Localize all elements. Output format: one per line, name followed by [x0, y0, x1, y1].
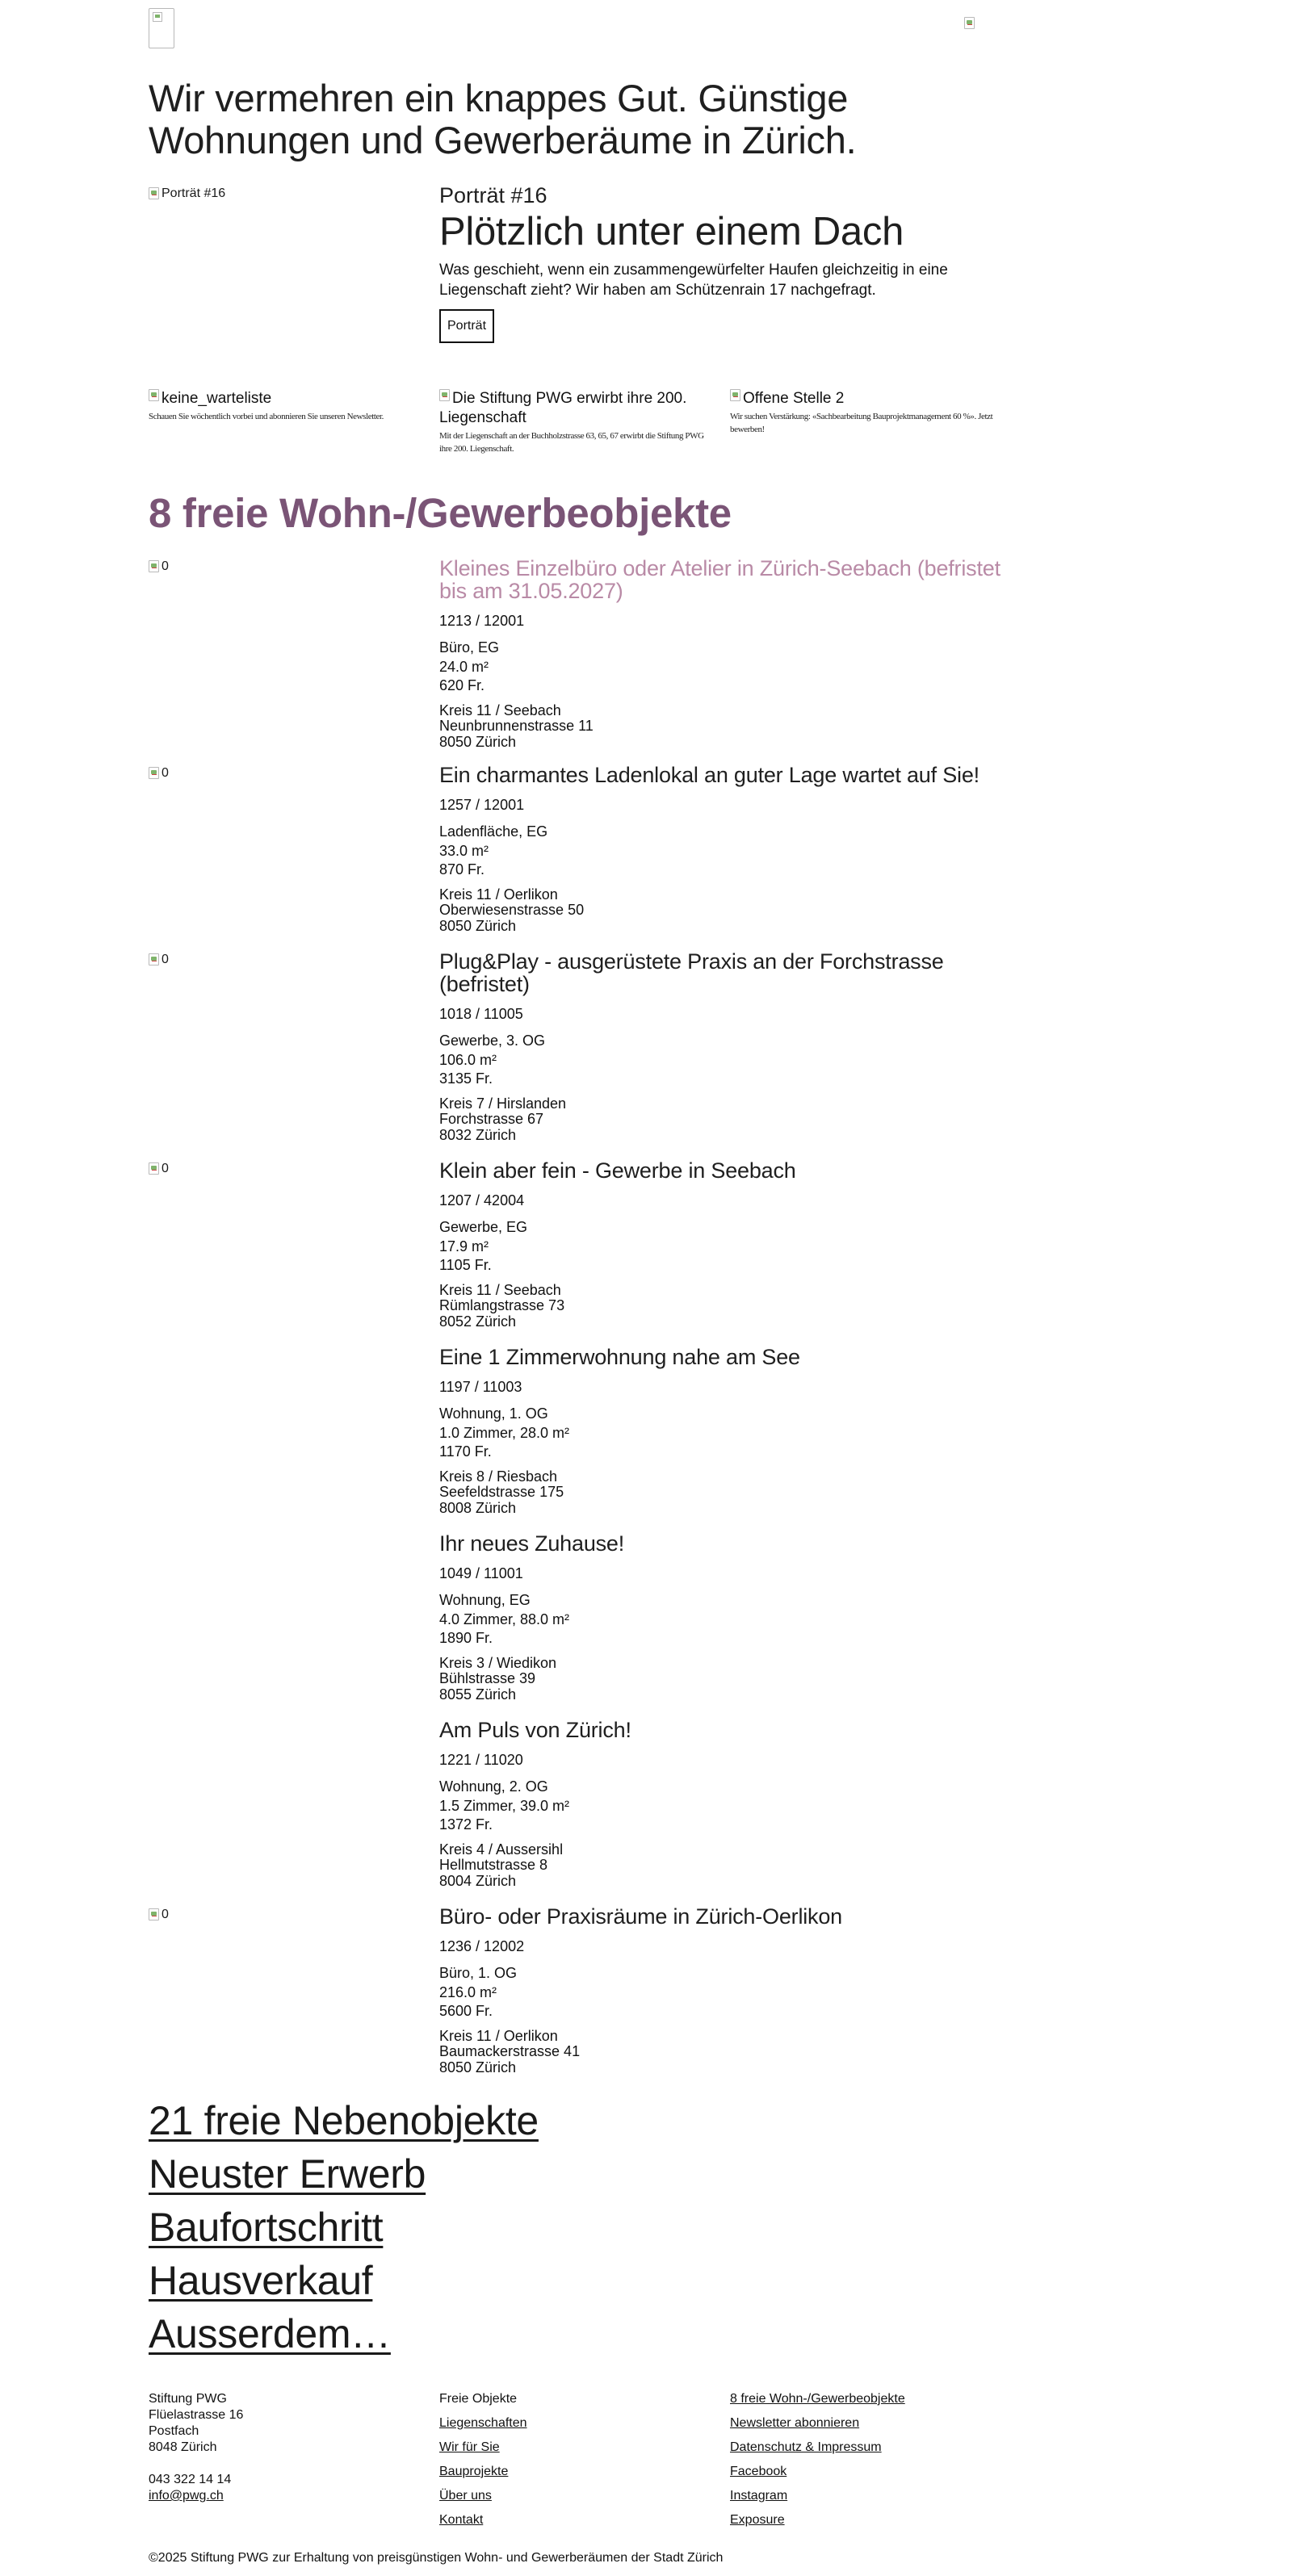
listing-meta	[439, 639, 1005, 696]
listing-address	[439, 703, 1005, 751]
listing-size: 106.0 m²	[439, 1051, 497, 1068]
feature-lead: Was geschieht, wenn ein zusammengewürfelter Haufen gleichzeitig in eine Liegenschaft zieht? Wir haben am Schützenrain 17 nachgefragt.	[439, 262, 948, 299]
listing-size: 1.5 Zimmer, 39.0 m²	[439, 1797, 570, 1814]
listing-image[interactable]	[149, 953, 169, 966]
listing-type: Wohnung, EG	[439, 1592, 531, 1608]
feature-image-alt: Porträt #16	[162, 186, 226, 200]
listing-address	[439, 887, 1005, 935]
listing-district: Kreis 11 / Seebach	[439, 1281, 561, 1298]
listing-size: 24.0 m²	[439, 658, 489, 675]
listing-meta	[439, 1405, 1005, 1462]
listing-title[interactable]: Eine 1 Zimmerwohnung nahe am See	[439, 1345, 800, 1369]
broken-image-icon	[149, 1162, 159, 1175]
listing-image-alt: 0	[162, 1908, 169, 1921]
listing-district: Kreis 11 / Oerlikon	[439, 886, 558, 903]
footer-link-contact[interactable]: Kontakt	[439, 2513, 484, 2527]
listing-type: Wohnung, 1. OG	[439, 1405, 548, 1422]
teaser-image	[149, 389, 271, 408]
footer-link-privacy[interactable]: Datenschutz & Impressum	[730, 2440, 882, 2454]
listing-ref: 1207 / 42004	[439, 1192, 525, 1208]
listing-title[interactable]: Plug&Play - ausgerüstete Praxis an der Forchstrasse (befristet)	[439, 949, 944, 996]
listing-district: Kreis 8 / Riesbach	[439, 1468, 558, 1485]
listing-image-alt: 0	[162, 559, 169, 573]
listing-title[interactable]: Am Puls von Zürich!	[439, 1718, 631, 1742]
listing-address	[439, 2029, 1005, 2076]
listing-image[interactable]	[149, 560, 169, 573]
listing-price: 1105 Fr.	[439, 1257, 492, 1273]
link-latest-acquisition[interactable]: Neuster Erwerb	[149, 2151, 426, 2197]
footer-link-newsletter[interactable]: Newsletter abonnieren	[730, 2416, 860, 2430]
broken-image-icon	[149, 1908, 159, 1920]
listing-meta	[439, 1218, 1005, 1275]
listing-info	[439, 1532, 1005, 1703]
teaser-job[interactable]	[730, 389, 996, 436]
listing-type: Büro, EG	[439, 639, 500, 656]
portrait-button[interactable]: Porträt	[439, 309, 494, 343]
broken-image-icon	[149, 187, 159, 199]
broken-image-icon	[149, 953, 159, 965]
listing-street: Seefeldstrasse 175	[439, 1484, 564, 1500]
listing-image-alt: 0	[162, 1162, 169, 1175]
listing-ref: 1018 / 11005	[439, 1006, 523, 1022]
listing-price: 620 Fr.	[439, 677, 485, 693]
listing-title[interactable]: Klein aber fein - Gewerbe in Seebach	[439, 1158, 796, 1183]
broken-image-icon	[964, 17, 975, 29]
listing-ref: 1049 / 11001	[439, 1565, 523, 1581]
listing-district: Kreis 11 / Oerlikon	[439, 2027, 558, 2044]
footer-address	[149, 2391, 243, 2504]
listing-district: Kreis 7 / Hirslanden	[439, 1095, 567, 1112]
listing-address	[439, 1469, 1005, 1517]
listing-price: 3135 Fr.	[439, 1070, 493, 1087]
listing-meta	[439, 1591, 1005, 1648]
logo-image-link[interactable]	[149, 8, 174, 48]
listing-meta	[439, 823, 1005, 880]
listing-price: 870 Fr.	[439, 861, 485, 878]
listing-city: 8050 Zürich	[439, 733, 517, 750]
teaser-acquisition[interactable]	[439, 389, 714, 455]
footer-link-services[interactable]: Wir für Sie	[439, 2440, 500, 2454]
listing-price: 1372 Fr.	[439, 1816, 493, 1833]
listing-district: Kreis 3 / Wiedikon	[439, 1654, 557, 1671]
teaser-caption: Mit der Liegenschaft an der Buchholzstrasse 63, 65, 67 erwirbt die Stiftung PWG ihre 200. Liegenschaft.	[439, 431, 704, 454]
listing-type: Gewerbe, 3. OG	[439, 1032, 546, 1049]
feature-image[interactable]	[149, 187, 225, 200]
listing-meta	[439, 1778, 1005, 1835]
listing-info	[439, 1905, 1005, 2075]
listing-ref: 1213 / 12001	[439, 613, 525, 629]
listing-title[interactable]: Ein charmantes Ladenlokal an guter Lage wartet auf Sie!	[439, 763, 979, 787]
listing-title[interactable]: Ihr neues Zuhause!	[439, 1531, 625, 1556]
listing-title[interactable]: Kleines Einzelbüro oder Atelier in Zürich-Seebach (befristet bis am 31.05.2027)	[439, 556, 1000, 603]
listing-size: 4.0 Zimmer, 88.0 m²	[439, 1611, 570, 1627]
listing-street: Hellmutstrasse 8	[439, 1857, 548, 1873]
footer-link-properties[interactable]: Liegenschaften	[439, 2416, 527, 2430]
feature-kicker: Porträt #16	[439, 183, 547, 207]
listing-address	[439, 1842, 1005, 1890]
listing-city: 8052 Zürich	[439, 1313, 517, 1330]
teaser-image	[730, 389, 844, 408]
listing-image[interactable]	[149, 1908, 169, 1921]
page-headline: Wir vermehren ein knappes Gut. Günstige Wohnungen und Gewerberäume in Zürich.	[149, 77, 857, 161]
listing-ref: 1197 / 11003	[439, 1379, 522, 1395]
listing-size: 216.0 m²	[439, 1983, 497, 2000]
listing-meta	[439, 1964, 1005, 2021]
listing-street: Baumackerstrasse 41	[439, 2043, 581, 2059]
link-free-side-objects[interactable]: 21 freie Nebenobjekte	[149, 2098, 539, 2143]
footer-link-facebook[interactable]: Facebook	[730, 2465, 787, 2478]
listing-price: 1170 Fr.	[439, 1443, 492, 1460]
listing-info	[439, 950, 1005, 1143]
listing-info	[439, 1719, 1005, 1889]
footer-nav-heading: Freie Objekte	[439, 2392, 518, 2406]
broken-image-icon	[149, 767, 159, 779]
listing-address	[439, 1096, 1005, 1144]
footer-link-instagram[interactable]: Instagram	[730, 2489, 788, 2503]
teaser-image-alt: Die Stiftung PWG erwirbt ihre 200. Liegenschaft	[439, 390, 687, 426]
listing-title[interactable]: Büro- oder Praxisräume in Zürich-Oerlikon	[439, 1904, 842, 1929]
footer-links	[730, 2391, 905, 2536]
listing-image[interactable]	[149, 767, 169, 780]
teaser-newsletter[interactable]	[149, 389, 415, 423]
broken-image-icon	[149, 389, 159, 401]
footer-nav	[439, 2391, 527, 2536]
listing-price: 5600 Fr.	[439, 2003, 493, 2019]
listing-ref: 1236 / 12002	[439, 1938, 525, 1954]
listing-city: 8008 Zürich	[439, 1499, 517, 1516]
footer-postbox: Postfach	[149, 2424, 199, 2438]
teaser-image-alt: keine_warteliste	[162, 390, 272, 407]
broken-image-icon	[439, 389, 450, 401]
listing-street: Forchstrasse 67	[439, 1111, 544, 1127]
listing-city: 8032 Zürich	[439, 1126, 517, 1143]
teaser-caption: Wir suchen Verstärkung: «Sachbearbeitung Bauprojektmanagement 60 %». Jetzt bewerben!	[730, 412, 993, 434]
listing-size: 33.0 m²	[439, 842, 489, 859]
listing-info	[439, 764, 1005, 934]
menu-toggle-icon[interactable]	[964, 17, 975, 33]
teaser-image-alt: Offene Stelle 2	[743, 390, 845, 407]
listing-price: 1890 Fr.	[439, 1630, 493, 1646]
footer-link-building-projects[interactable]: Bauprojekte	[439, 2465, 509, 2478]
listing-size: 1.0 Zimmer, 28.0 m²	[439, 1424, 570, 1441]
footer-email-link[interactable]: info@pwg.ch	[149, 2489, 224, 2503]
footer-street: Flüelastrasse 16	[149, 2408, 244, 2422]
footer-city: 8048 Zürich	[149, 2440, 217, 2454]
listing-image-alt: 0	[162, 766, 169, 780]
broken-image-icon	[730, 389, 740, 401]
broken-image-icon	[153, 12, 162, 22]
section-links	[149, 2094, 539, 2360]
feature-title: Plötzlich unter einem Dach	[439, 210, 904, 253]
listing-size: 17.9 m²	[439, 1238, 489, 1254]
listing-image-alt: 0	[162, 953, 169, 966]
listing-street: Bühlstrasse 39	[439, 1670, 536, 1686]
footer-link-free-objects[interactable]: 8 freie Wohn-/Gewerbeobjekte	[730, 2392, 905, 2406]
listing-info	[439, 1346, 1005, 1516]
listing-meta	[439, 1032, 1005, 1089]
listing-type: Büro, 1. OG	[439, 1965, 518, 1981]
listing-type: Ladenfläche, EG	[439, 823, 548, 840]
footer-phone: 043 322 14 14	[149, 2473, 232, 2486]
listing-city: 8050 Zürich	[439, 917, 517, 934]
footer-org: Stiftung PWG	[149, 2392, 227, 2406]
listing-street: Oberwiesenstrasse 50	[439, 902, 585, 918]
listing-info	[439, 1159, 1005, 1330]
listing-ref: 1257 / 12001	[439, 797, 525, 813]
listing-type: Gewerbe, EG	[439, 1219, 528, 1235]
listing-image[interactable]	[149, 1162, 169, 1175]
listing-address	[439, 1656, 1005, 1703]
link-construction-progress[interactable]: Baufortschritt	[149, 2205, 384, 2250]
teaser-caption: Schauen Sie wöchentlich vorbei und abonnieren Sie unseren Newsletter.	[149, 412, 384, 421]
listing-type: Wohnung, 2. OG	[439, 1778, 548, 1795]
listing-city: 8055 Zürich	[439, 1686, 517, 1703]
listing-street: Rümlangstrasse 73	[439, 1297, 565, 1313]
listing-address	[439, 1283, 1005, 1330]
footer-link-exposure[interactable]: Exposure	[730, 2513, 785, 2527]
listings-title: 8 freie Wohn-/Gewerbeobjekte	[149, 490, 732, 536]
listing-district: Kreis 4 / Aussersihl	[439, 1841, 564, 1858]
feature-block	[439, 182, 1005, 343]
listing-ref: 1221 / 11020	[439, 1752, 523, 1768]
broken-image-icon	[149, 560, 159, 572]
footer-link-about[interactable]: Über uns	[439, 2489, 492, 2503]
teaser-image	[439, 389, 714, 428]
listing-info	[439, 557, 1005, 750]
link-more[interactable]: Ausserdem…	[149, 2311, 391, 2356]
listing-district: Kreis 11 / Seebach	[439, 702, 561, 718]
listing-city: 8050 Zürich	[439, 2059, 517, 2075]
link-house-sale[interactable]: Hausverkauf	[149, 2258, 373, 2303]
copyright: ©2025 Stiftung PWG zur Erhaltung von preisgünstigen Wohn- und Gewerberäumen der Stadt Zürich	[149, 2551, 724, 2565]
listing-city: 8004 Zürich	[439, 1872, 517, 1889]
listing-street: Neunbrunnenstrasse 11	[439, 718, 594, 734]
